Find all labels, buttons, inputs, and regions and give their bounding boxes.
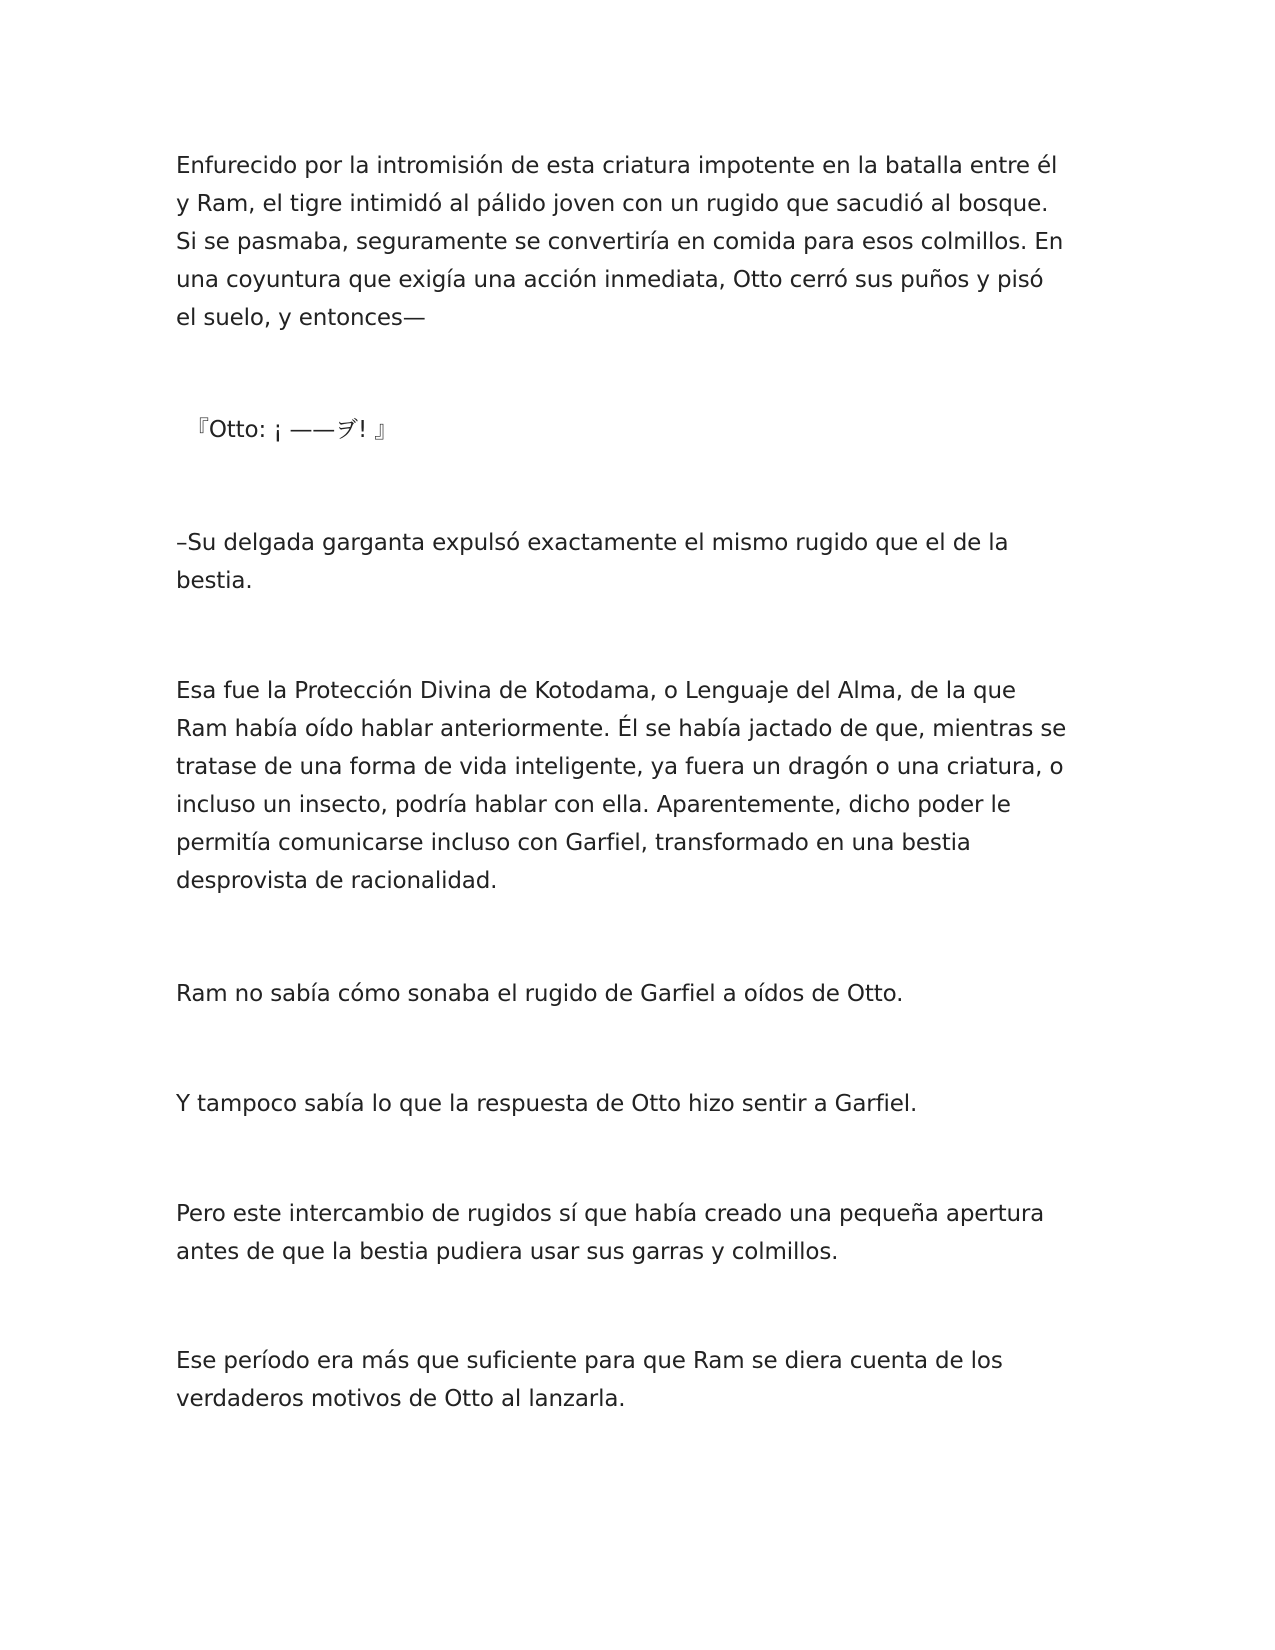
text-line: Enfurecido por la intromisión de esta criatura impotente en la batalla entre él: [176, 153, 1058, 179]
text-line: Ese período era más que suficiente para que Ram se diera cuenta de los: [176, 1348, 1003, 1374]
paragraph-8: [176, 1342, 1116, 1418]
paragraph-6: [176, 1085, 1116, 1123]
text-line: Y tampoco sabía lo que la respuesta de Otto hizo sentir a Garfiel.: [176, 1091, 918, 1117]
text-line: verdaderos motivos de Otto al lanzarla.: [176, 1386, 626, 1412]
text-line: y Ram, el tigre intimidó al pálido joven con un rugido que sacudió al bosque.: [176, 191, 1049, 217]
text-line: permitía comunicarse incluso con Garfiel, transformado en una bestia: [176, 830, 971, 856]
paragraph-5: [176, 975, 1116, 1013]
text-line: Esa fue la Protección Divina de Kotodama, o Lenguaje del Alma, de la que: [176, 678, 1016, 704]
text-line: –Su delgada garganta expulsó exactamente el mismo rugido que el de la: [176, 530, 1009, 556]
text-line: desprovista de racionalidad.: [176, 868, 498, 894]
paragraph-7: [176, 1195, 1116, 1271]
text-line: bestia.: [176, 568, 253, 594]
paragraph-4: [176, 672, 1116, 900]
text-line: antes de que la bestia pudiera usar sus garras y colmillos.: [176, 1239, 839, 1265]
text-line: incluso un insecto, podría hablar con ella. Aparentemente, dicho poder le: [176, 792, 1011, 818]
paragraph-1: [176, 147, 1116, 337]
text-line: Ram había oído hablar anteriormente. Él se había jactado de que, mientras se: [176, 716, 1067, 742]
text-line: tratase de una forma de vida inteligente, ya fuera un dragón o una criatura, o: [176, 754, 1064, 780]
text-line: una coyuntura que exigía una acción inmediata, Otto cerró sus puños y pisó: [176, 267, 1044, 293]
text-line: Si se pasmaba, seguramente se convertiría en comida para esos colmillos. En: [176, 229, 1064, 255]
text-line: Pero este intercambio de rugidos sí que había creado una pequeña apertura: [176, 1201, 1045, 1227]
paragraph-3: [176, 524, 1116, 600]
text-line: el suelo, y entonces—: [176, 305, 426, 331]
text-line: Ram no sabía cómo sonaba el rugido de Garfiel a oídos de Otto.: [176, 981, 904, 1007]
dialogue-line: 『Otto: ¡ ——ヺ! 』: [186, 417, 398, 443]
paragraph-2-dialogue: [186, 411, 1126, 449]
